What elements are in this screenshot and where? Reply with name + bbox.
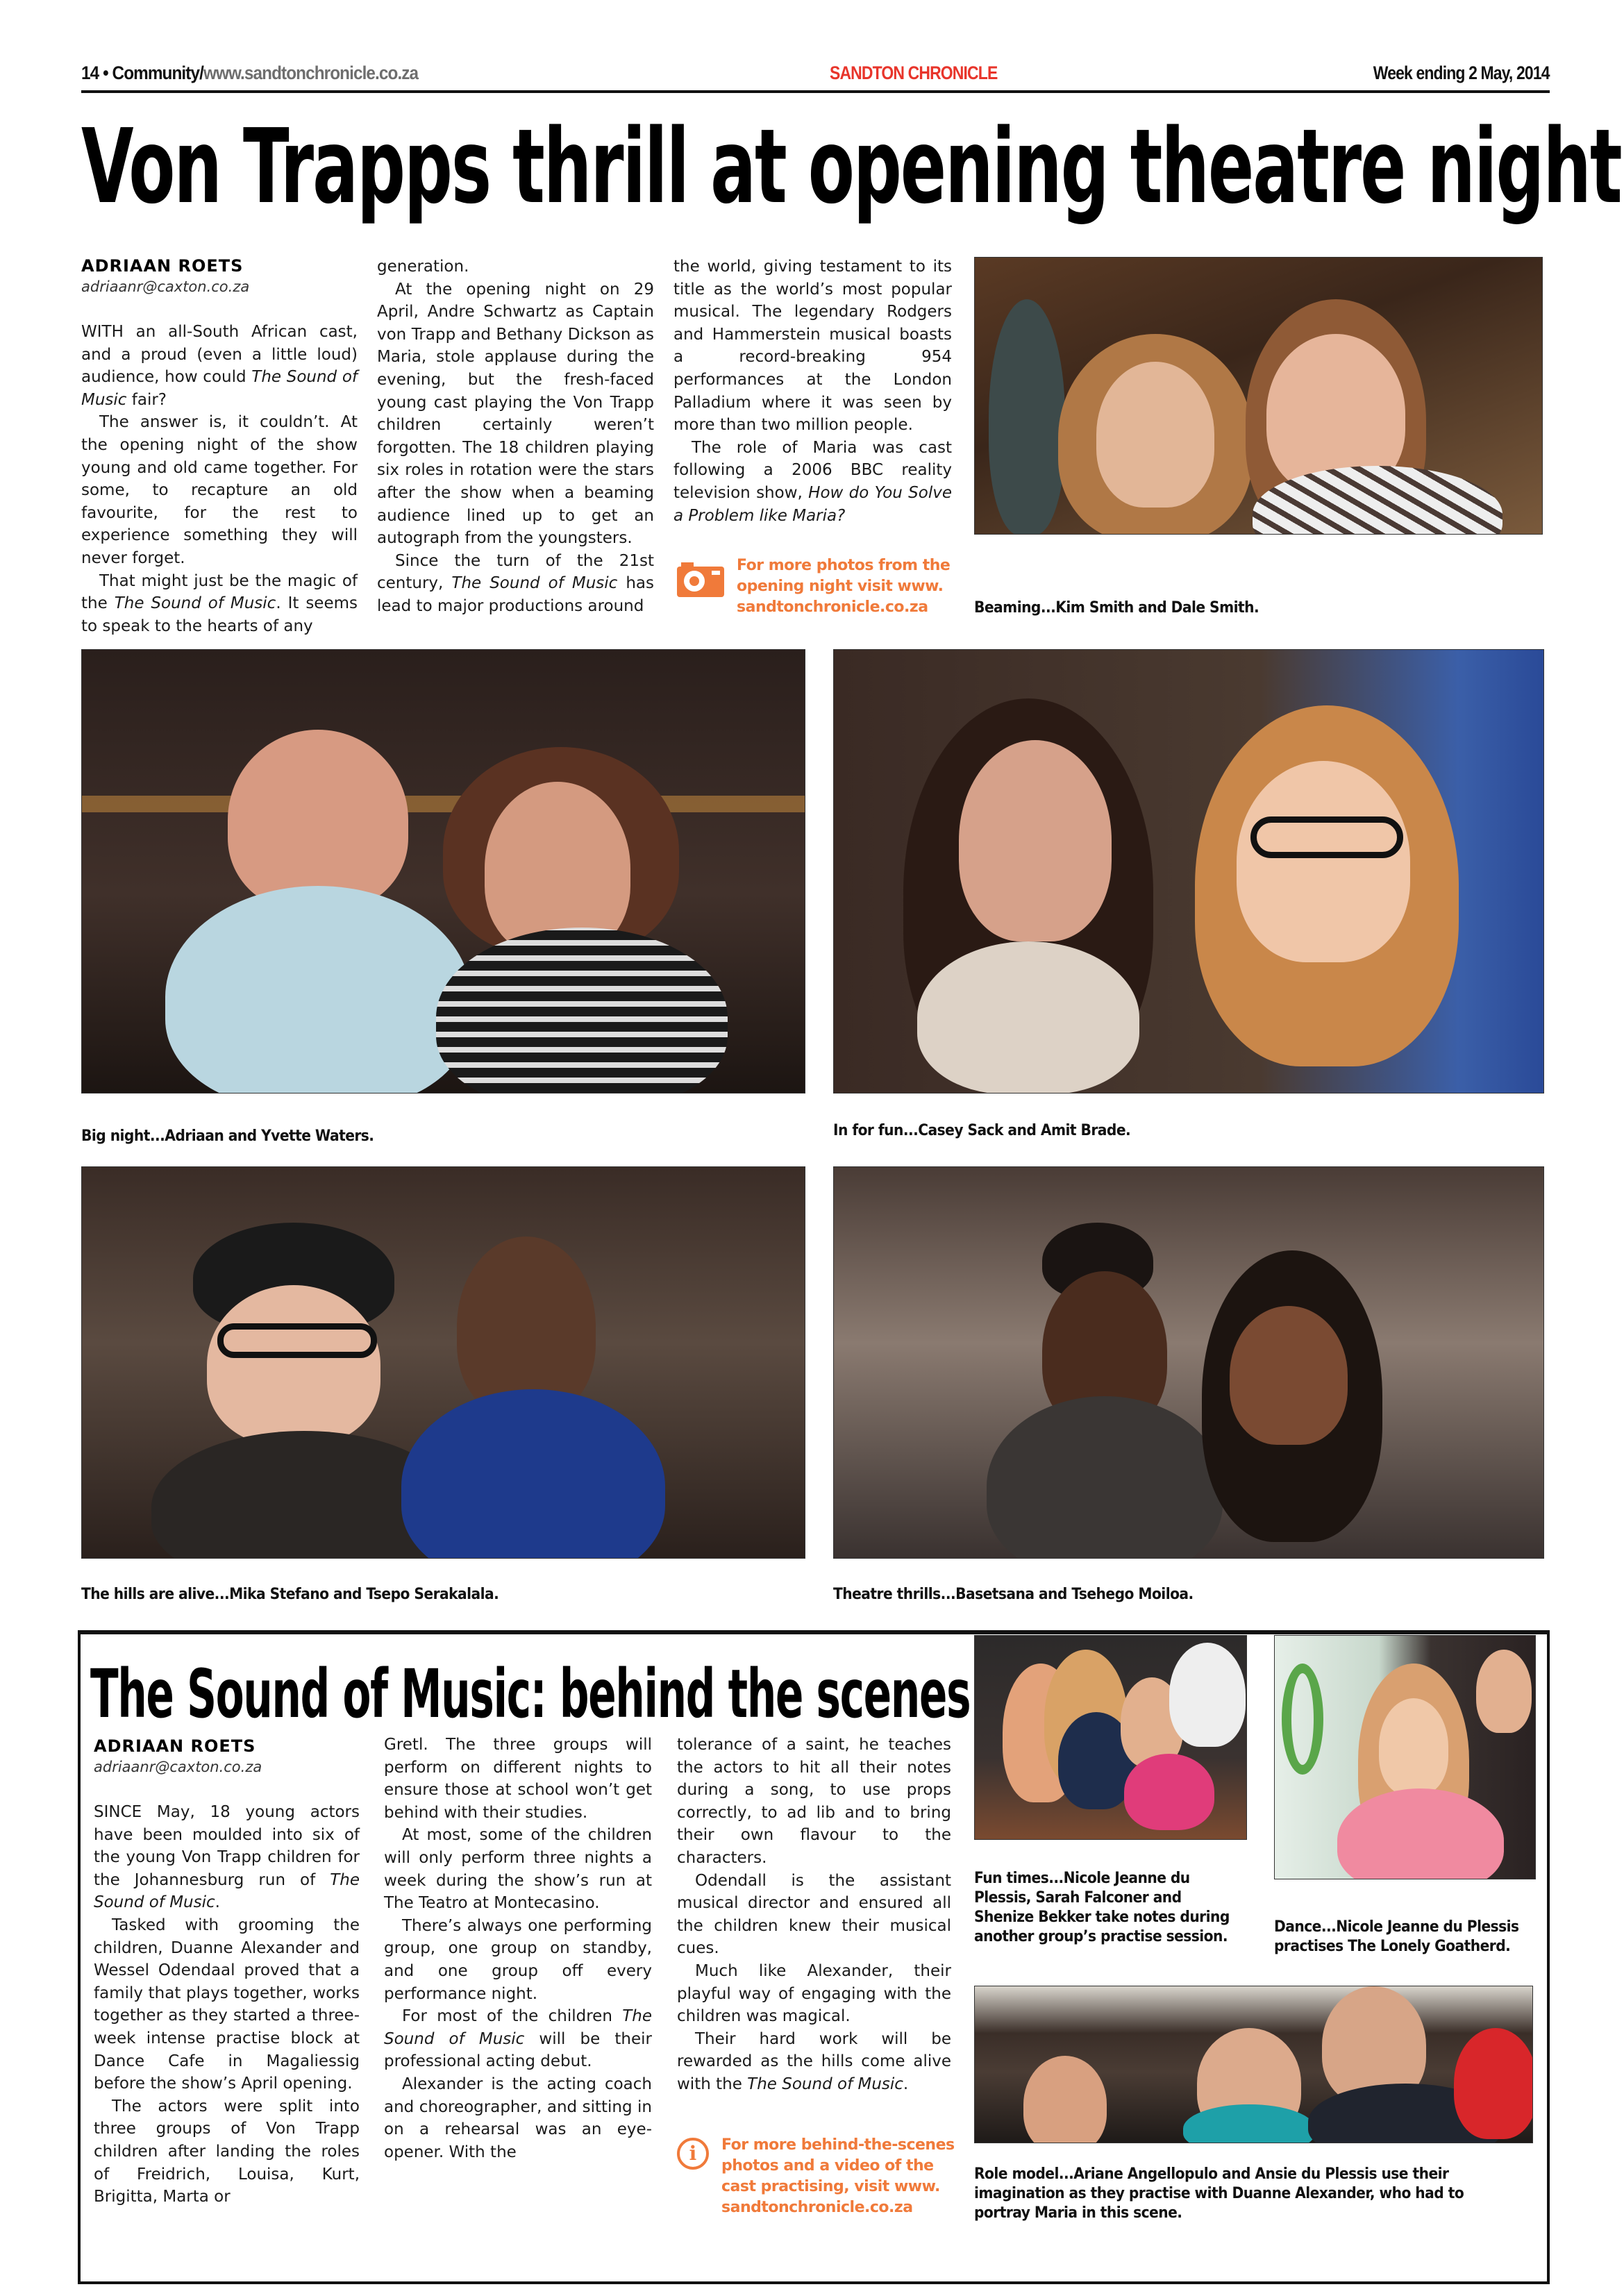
paragraph: Tasked with grooming the children, Duanne Alexander and Wessel Odendaal proved that a family that plays together, works together as they started a three-week intense practise block at Dance Cafe in Magaliessig before the show’s April opening.: [94, 1916, 360, 2093]
promo-link-text[interactable]: For more photos from the opening night visit www. sandtonchronicle.co.za: [737, 557, 951, 616]
photo-casey-amit: [833, 649, 1544, 1093]
photo-basetsana-tsehego: [833, 1166, 1544, 1559]
running-header: [81, 62, 1550, 87]
paragraph-continued: tolerance of a saint, he teaches the actors to hit all their notes during a song, to use props correctly, to ad lib and to bring their own flavour to the characters.: [677, 1736, 951, 1867]
paragraph: That might just be the magic of the The Sound of Music. It seems to speak to the hearts of any: [81, 571, 358, 635]
paragraph: Since the turn of the 21st century, The Sound of Music has lead to major productions around: [377, 551, 654, 615]
paragraph: Much like Alexander, their playful way of engaging with the children was magical.: [677, 1961, 951, 2026]
paragraph: Odendall is the assistant musical director and ensured all the children knew their musical cues.: [677, 1871, 951, 1958]
paragraph-continued: Gretl. The three groups will perform on different nights to ensure those at school won’t get behind with their studies.: [384, 1736, 652, 1822]
photo-caption: Theatre thrills...Basetsana and Tsehego Moiloa.: [833, 1586, 1194, 1603]
paragraph: Alexander is the acting coach and choreographer, and sitting in on a rehearsal was an eye-opener. With the: [384, 2075, 652, 2161]
article1-column-1: [81, 255, 358, 637]
author-byline: ADRIAAN ROETS: [94, 1736, 256, 1756]
publication-name: SANDTON CHRONICLE: [830, 62, 998, 83]
photo-caption: Dance...Nicole Jeanne du Plessis practises The Lonely Goatherd.: [1274, 1918, 1519, 1955]
main-headline: Von Trapps thrill at opening theatre night: [81, 107, 1621, 226]
paragraph-continued: the world, giving testament to its title as the world’s most popular musical. The legendary Rodgers and Hammerstein musical boasts a record-breaking 954 performances at the London Palladium where it was seen by more than two million people.: [673, 258, 952, 435]
photo-caption: Role model...Ariane Angellopulo and Ansie du Plessis use their imagination as they practise with Duanne Alexander, who had to portray Maria in this scene.: [974, 2165, 1464, 2222]
paragraph: At the opening night on 29 April, Andre Schwartz as Captain von Trapp and Bethany Dickson as Maria, stole applause during the evening, but the fresh-faced young cast playing the Von Trapp children certainly weren’t forgotten. The 18 children playing six roles in rotation were the stars after the show when a beaming audience lined up to get an autograph from the youngsters.: [377, 280, 654, 548]
paragraph: WITH an all-South African cast, and a proud (even a little loud) audience, how could The Sound of Music fair?: [81, 323, 358, 409]
paragraph: Their hard work will be rewarded as the hills come alive with the The Sound of Music.: [677, 2029, 951, 2093]
paragraph: There’s always one performing group, one group on standby, and one group off every performance night.: [384, 1916, 652, 2003]
section-headline: The Sound of Music: behind the scenes: [90, 1655, 971, 1733]
author-byline: ADRIAAN ROETS: [81, 256, 244, 276]
header-rule: [81, 90, 1550, 93]
photo-gallery-promo[interactable]: [677, 555, 955, 618]
issue-date: Week ending 2 May, 2014: [1373, 62, 1550, 83]
section-text: 14 • Community/: [81, 62, 203, 83]
article1-column-2: [377, 255, 654, 618]
photo-caption: The hills are alive...Mika Stefano and Tsepo Serakalala.: [81, 1586, 499, 1603]
paragraph: The role of Maria was cast following a 2006 BBC reality television show, How do You Solve a Problem like Maria?: [673, 438, 952, 525]
photo-caption: In for fun...Casey Sack and Amit Brade.: [833, 1122, 1131, 1139]
paragraph: At most, some of the children will only perform three nights a week during the show’s run at The Teatro at Montecasino.: [384, 1826, 652, 1913]
paragraph: The answer is, it couldn’t. At the opening night of the show young and old came together. For some, to recapture an old favourite, for the rest to experience something they will never forget.: [81, 413, 358, 567]
photo-adriaan-yvette: [81, 649, 805, 1093]
photo-dance: [1274, 1635, 1536, 1879]
article2-column-2: [384, 1734, 652, 2163]
behind-scenes-promo[interactable]: [677, 2135, 955, 2218]
paragraph: SINCE May, 18 young actors have been moulded into six of the young Von Trapp children for the Johannesburg run of The Sound of Music.: [94, 1803, 360, 1912]
author-email: adriaanr@caxton.co.za: [81, 278, 250, 295]
paragraph: The actors were split into three groups of Von Trapp children after landing the roles of Freidrich, Louisa, Kurt, Brigitta, Marta or: [94, 2097, 360, 2206]
photo-fun-times: [974, 1635, 1247, 1840]
photo-role-model: [974, 1986, 1533, 2143]
page-section-label: [81, 62, 418, 84]
photo-caption: Big night...Adriaan and Yvette Waters.: [81, 1128, 374, 1145]
article1-column-3: [673, 255, 952, 527]
photo-kim-dale: [974, 257, 1543, 535]
article2-column-1: [94, 1736, 360, 2209]
promo-link-text[interactable]: For more behind-the-scenes photos and a video of the cast practising, visit www. sandtonchronicle.co.za: [721, 2136, 955, 2216]
site-url: www.sandtonchronicle.co.za: [203, 62, 419, 83]
photo-caption: Fun times...Nicole Jeanne du Plessis, Sarah Falconer and Shenize Bekker take notes during another group’s practise session.: [974, 1870, 1230, 1945]
paragraph: For most of the children The Sound of Music will be their professional acting debut.: [384, 2007, 653, 2071]
info-icon: i: [677, 2138, 709, 2170]
author-email: adriaanr@caxton.co.za: [94, 1759, 262, 1775]
photo-caption: Beaming...Kim Smith and Dale Smith.: [974, 599, 1259, 617]
article2-column-3: [677, 1734, 951, 2096]
photo-mika-tsepo: [81, 1166, 805, 1559]
paragraph-continued: generation.: [377, 258, 469, 276]
camera-icon: [677, 561, 724, 597]
